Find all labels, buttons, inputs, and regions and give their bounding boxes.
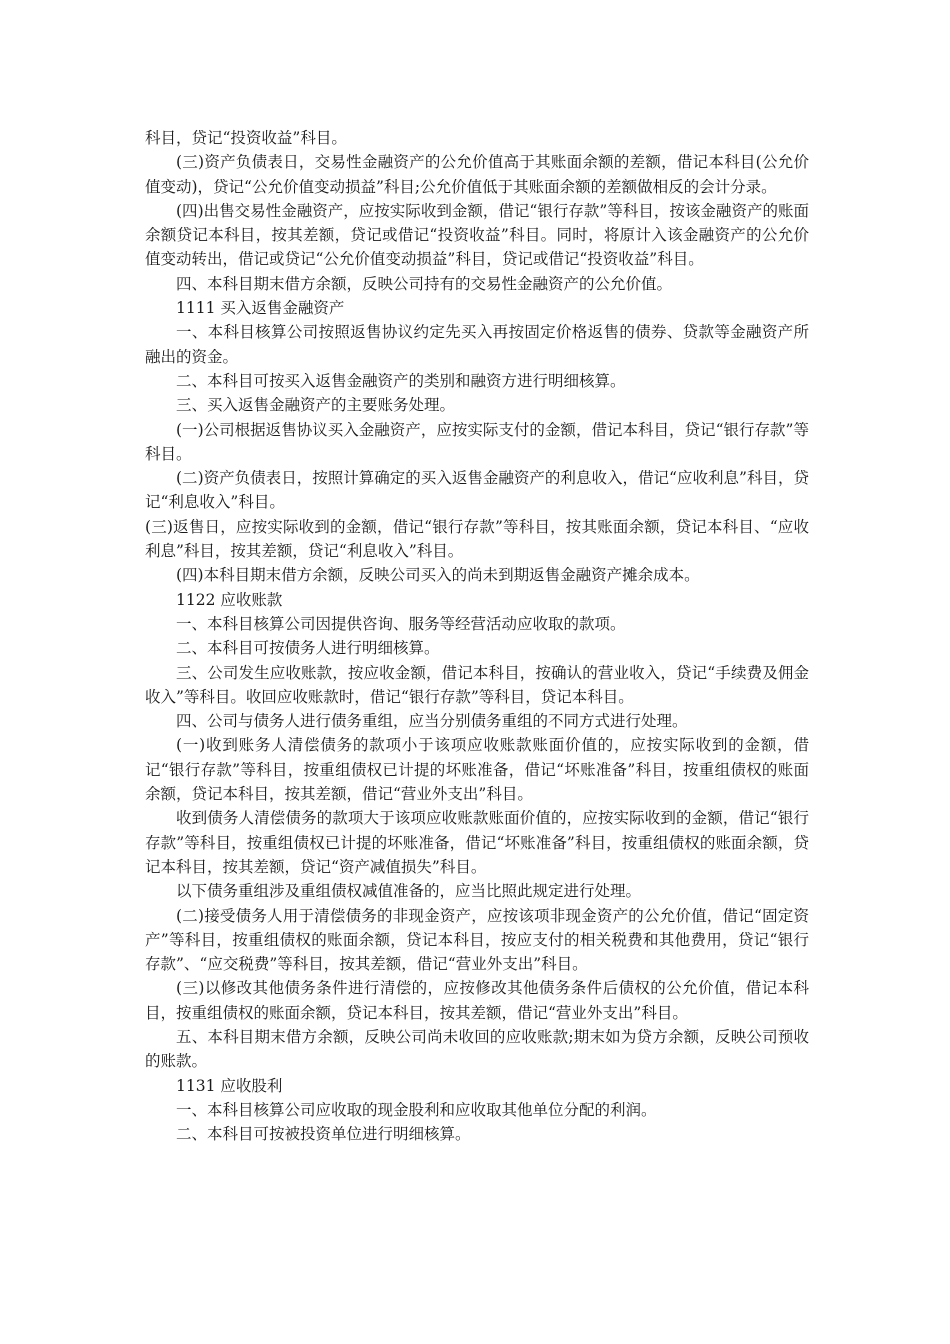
- paragraph: (四)本科目期末借方余额，反映公司买入的尚未到期返售金融资产摊余成本。: [176, 566, 700, 585]
- paragraph: (三)以修改其他债务条件进行清偿的，应按修改其他债务条件后债权的公允价值，借记本科目，按重组债权的账面余额，贷记本科目，按其差额，借记“营业外支出”科目。: [145, 979, 809, 1022]
- paragraph: (二)接受债务人用于清偿债务的非现金资产，应按该项非现金资产的公允价值，借记“固定资产”等科目，按重组债权的账面余额，贷记本科目，按应支付的相关税费和其他费用，贷记“银行存款”、“应交税费”等科目，按其差额，借记“营业外支出”科目。: [145, 906, 809, 974]
- paragraph: 二、本科目可按债务人进行明细核算。: [176, 639, 440, 658]
- section-heading: 1131 应收股利: [176, 1076, 283, 1095]
- paragraph: 科目，贷记“投资收益”科目。: [145, 129, 347, 147]
- paragraph: 四、公司与债务人进行债务重组，应当分别债务重组的不同方式进行处理。: [176, 712, 688, 731]
- paragraph: 三、公司发生应收账款，按应收金额，借记本科目，按确认的营业收入，贷记“手续费及佣金收入”等科目。收回应收账款时，借记“银行存款”等科目，贷记本科目。: [145, 663, 809, 706]
- paragraph: (一)收到账务人清偿债务的款项小于该项应收账款账面价值的，应按实际收到的金额，借记“银行存款”等科目，按重组债权已计提的坏账准备，借记“坏账准备”科目，按重组债权的账面余额，贷记本科目，按其差额，借记“营业外支出”科目。: [145, 736, 809, 804]
- paragraph: (三)返售日，应按实际收到的金额，借记“银行存款”等科目，按其账面余额，贷记本科目、“应收利息”科目，按其差额，贷记“利息收入”科目。: [145, 517, 809, 561]
- paragraph: (二)资产负债表日，按照计算确定的买入返售金融资产的利息收入，借记“应收利息”科目，贷记“利息收入”科目。: [145, 469, 809, 512]
- section-heading: 1111 买入返售金融资产: [176, 299, 345, 318]
- document-body: [145, 126, 809, 1146]
- paragraph: 二、本科目可按被投资单位进行明细核算。: [176, 1125, 471, 1144]
- paragraph: (三)资产负债表日，交易性金融资产的公允价值高于其账面余额的差额，借记本科目(公允价值变动)，贷记“公允价值变动损益”科目;公允价值低于其账面余额的差额做相反的会计分录。: [145, 153, 809, 196]
- paragraph: 一、本科目核算公司按照返售协议约定先买入再按固定价格返售的债券、贷款等金融资产所融出的资金。: [145, 323, 809, 366]
- paragraph: 一、本科目核算公司因提供咨询、服务等经营活动应收取的款项。: [176, 614, 626, 633]
- paragraph: 以下债务重组涉及重组债权减值准备的，应当比照此规定进行处理。: [176, 882, 642, 901]
- paragraph: 三、买入返售金融资产的主要账务处理。: [176, 396, 456, 415]
- paragraph: 二、本科目可按买入返售金融资产的类别和融资方进行明细核算。: [176, 371, 626, 390]
- paragraph: (一)公司根据返售协议买入金融资产，应按实际支付的金额，借记本科目，贷记“银行存款”等科目。: [145, 420, 809, 463]
- paragraph: 四、本科目期末借方余额，反映公司持有的交易性金融资产的公允价值。: [176, 274, 673, 293]
- paragraph: 五、本科目期末借方余额，反映公司尚未收回的应收账款;期末如为贷方余额，反映公司预收的账款。: [145, 1027, 809, 1071]
- paragraph: (四)出售交易性金融资产，应按实际收到金额，借记“银行存款”等科目，按该金融资产的账面余额贷记本科目，按其差额，贷记或借记“投资收益”科目。同时，将原计入该金融资产的公允价值变动转出，借记或贷记“公允价值变动损益”科目，贷记或借记“投资收益”科目。: [145, 201, 809, 269]
- paragraph: 一、本科目核算公司应收取的现金股利和应收取其他单位分配的利润。: [176, 1100, 657, 1119]
- section-heading: 1122 应收账款: [176, 590, 283, 609]
- paragraph: 收到债务人清偿债务的款项大于该项应收账款账面价值的，应按实际收到的金额，借记“银行存款”等科目，按重组债权已计提的坏账准备，借记“坏账准备”科目，按重组债权的账面余额，贷记本科目，按其差额，贷记“资产减值损失”科目。: [145, 809, 809, 876]
